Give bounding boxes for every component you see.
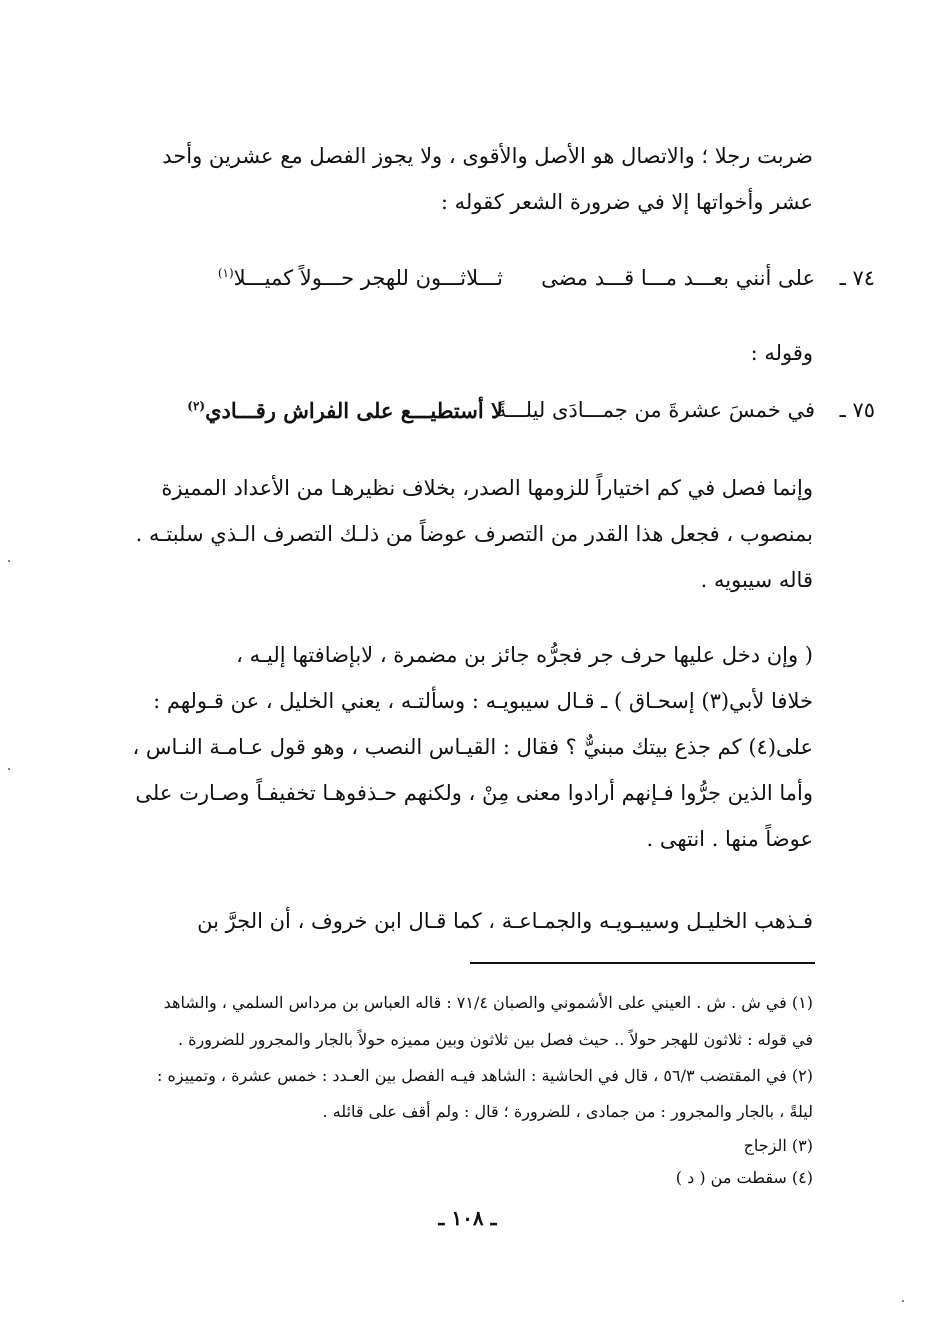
footnote-2-line-2: ليلةً ، بالجار والمجرور : من جمادى ، للضرورة ؛ قال : ولم أقف على قائله . — [322, 1102, 813, 1121]
scan-speck — [8, 768, 10, 770]
paragraph-2-line-3: قاله سيبويه . — [700, 568, 813, 592]
paragraph-3-line-2: خلافا لأبي(٣) إسحـاق ) ـ قـال سيبويـه : وسألتـه ، يعني الخليل ، عن قـولهم : — [153, 689, 813, 713]
verse-75-intro-text: وقوله : — [750, 341, 813, 365]
footnote-3: (٣) الزجاج — [743, 1136, 813, 1155]
footnote-1-line-1: (١) في ش . ش . العيني على الأشموني والصبان ٧١/٤ : قاله العباس بن مرداس السلمي ، والشاهد — [163, 993, 813, 1012]
verse-75-first-hemistich: في خمسَ عشرةَ من جمـــادَى ليلـــةً — [495, 398, 815, 422]
paragraph-2 — [123, 465, 813, 603]
footnote-1-line-2: في قوله : ثلاثون للهجر حولاً .. حيث فصل بين ثلاثون وبين مميزه حولاً بالجار والمجرور للضرورة . — [178, 1030, 813, 1049]
verse-74-first-hemistich: على أنني بعـــد مـــا قـــد مضى — [541, 266, 815, 290]
footnote-separator — [470, 962, 815, 964]
paragraph-1-line-2: عشر وأخواتها إلا في ضرورة الشعر كقوله : — [440, 190, 813, 214]
paragraph-1-line-1: ضربت رجلا ؛ والاتصال هو الأصل والأقوى ، ولا يجوز الفصل مع عشرين وأحد — [162, 144, 813, 168]
paragraph-2-line-1: وإنما فصل في كم اختياراً للزومها الصدر، بخلاف نظيرهـا من الأعداد المميزة — [161, 476, 813, 500]
verse-75-second-hemistich — [187, 398, 503, 423]
page-number: ـ ١٠٨ ـ — [438, 1206, 497, 1230]
paragraph-3-line-1: ( وإن دخل عليها حرف جر فجرُّه جائز بن مضمرة ، لابإضافتها إليـه ، — [236, 643, 813, 667]
paragraph-1 — [123, 133, 813, 225]
footnote-4: (٤) سقطت من ( د ) — [675, 1168, 813, 1187]
paragraph-4-line-1: فـذهب الخليـل وسيبـويـه والجمـاعـة ، كما قـال ابن خروف ، أن الجرَّ بن — [197, 909, 813, 933]
verse-74-number: ٧٤ ـ — [839, 266, 875, 290]
scan-speck — [8, 560, 10, 562]
verse-74 — [115, 266, 875, 306]
scan-speck — [902, 1300, 904, 1302]
verse-75-intro — [123, 330, 813, 376]
verse-75-second-hemistich-text: لا أستطيـــع على الفراش رقـــادي — [205, 398, 503, 423]
footnote-ref-2: (٢) — [187, 399, 206, 413]
paragraph-2-line-2: بمنصوب ، فجعل هذا القدر من التصرف عوضاً من ذلـك التصرف الـذي سلبتـه . — [135, 522, 813, 546]
paragraph-3-line-3: على(٤) كم جذع بيتك مبنيٌّ ؟ فقال : القيـاس النصب ، وهو قول عـامـة النـاس ، — [132, 735, 813, 759]
verse-75-number: ٧٥ ـ — [839, 398, 875, 422]
paragraph-3-line-5: عوضاً منها . انتهى . — [646, 827, 813, 851]
paragraph-3 — [123, 632, 813, 862]
paragraph-4 — [123, 898, 813, 944]
verse-74-second-hemistich-text: ثـــلاثـــون للهجر حـــولاً كميـــلا — [233, 266, 503, 290]
footnote-ref-1: (١) — [217, 266, 234, 280]
verse-74-second-hemistich — [218, 266, 503, 290]
paragraph-3-line-4: وأما الذين جرُّوا فـإنهم أرادوا معنى مِنْ ، ولكنهم حـذفوهـا تخفيفـاً وصـارت على — [135, 781, 813, 805]
footnote-2-line-1: (٢) في المقتضب ٥٦/٣ ، قال في الحاشية : الشاهد فيـه الفصل بين العـدد : خمس عشرة ، وتمييزه : — [157, 1066, 813, 1085]
verse-75 — [115, 398, 875, 438]
